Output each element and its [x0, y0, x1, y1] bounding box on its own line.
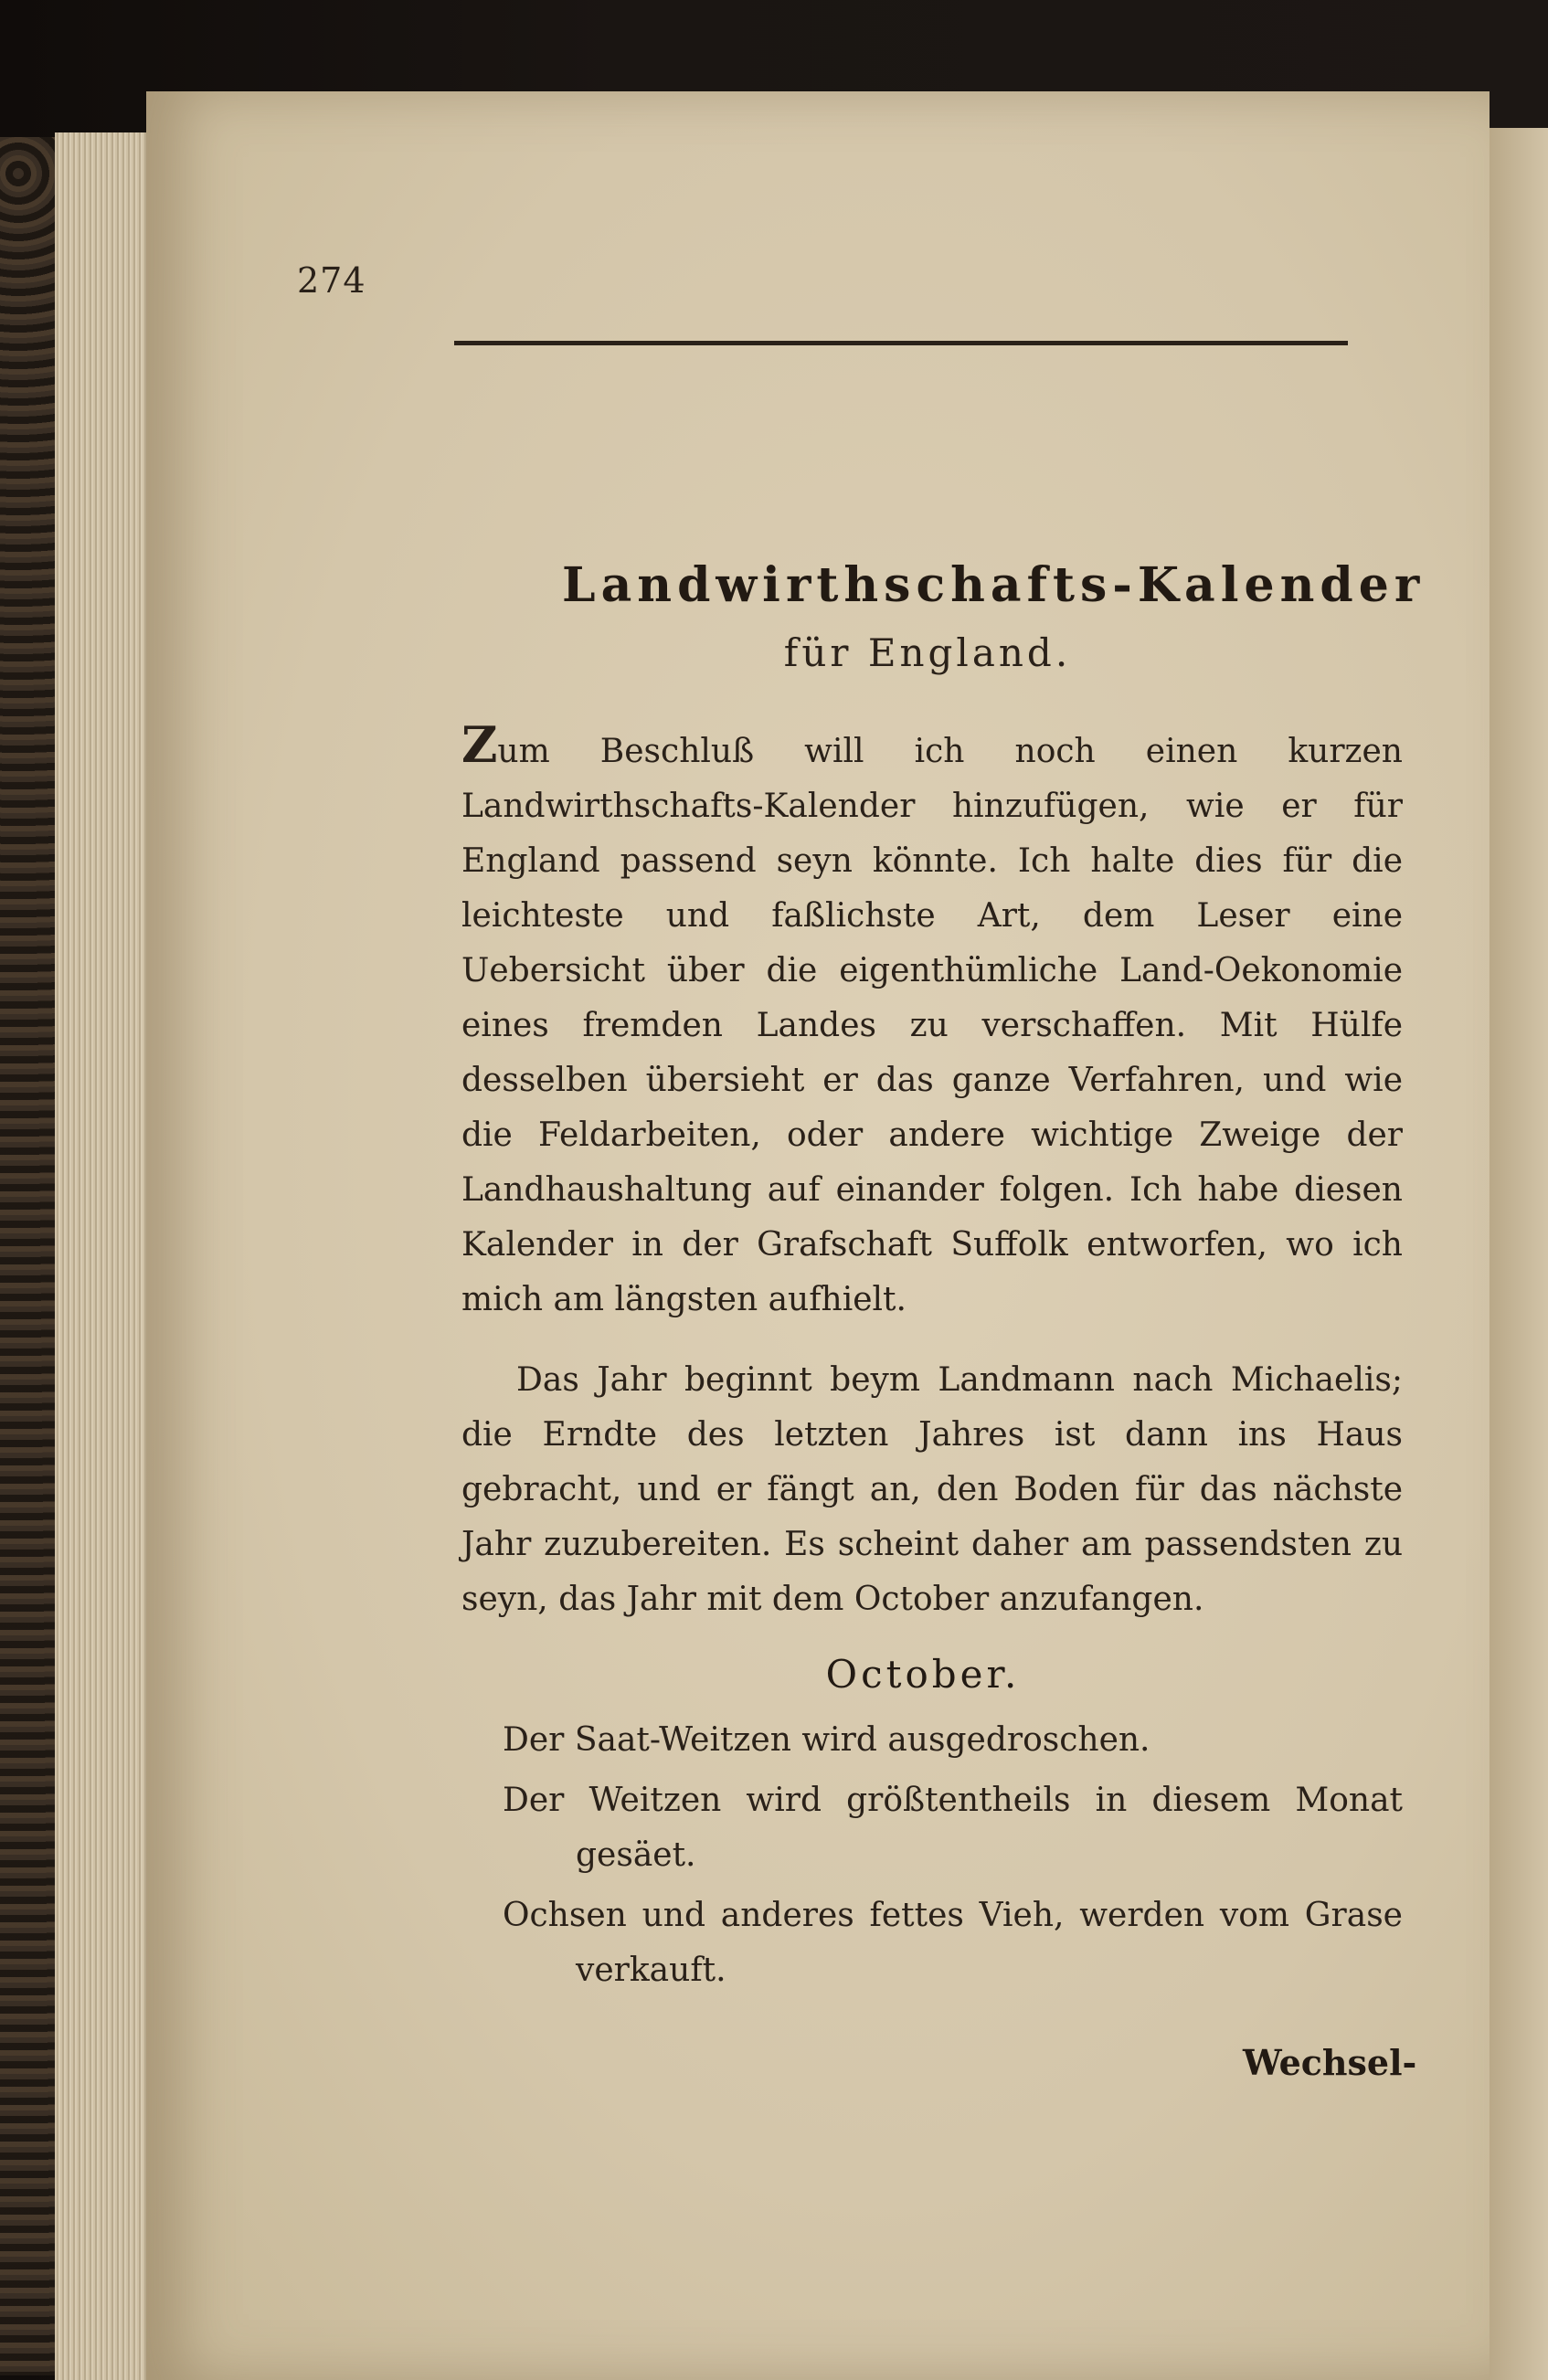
marbled-book-cover	[0, 137, 55, 2375]
intro-text: um Beschluß will ich noch einen kurzen Landwirthschafts-Kalender hinzufügen, wie er für England passend seyn könnte. Ich halte dies für die leichteste und faßlichste Art, dem Leser eine Uebersicht über die eigenthümliche Land-Oekonomie eines fremden Landes zu verschaffen. Mit Hülfe desselben übersieht er das ganze Verfahren, und wie die Feldarbeiten, oder andere wichtige Zweige der Landhaushaltung auf einander folgen. Ich habe diesen Kalender in der Grafschaft Suffolk entworfen, wo ich mich am längsten aufhielt.	[461, 733, 1403, 1318]
chapter-title: Landwirthschafts-Kalender	[562, 557, 1426, 613]
intro-paragraph	[461, 717, 1403, 1328]
body-text	[461, 717, 1403, 1627]
calendar-item: Der Weitzen wird größtentheils in diesem Monat gesäet.	[503, 1782, 1403, 1874]
chapter-subtitle: für England.	[783, 630, 1072, 675]
paragraph-2: Das Jahr beginnt beym Landmann nach Michaelis; die Erndte des letzten Jahres ist dann ins Haus gebracht, und er fängt an, den Boden für das nächste Jahr zuzubereiten. Es scheint daher am passendsten zu seyn, das Jahr mit dem October anzufangen.	[461, 1361, 1403, 1618]
facing-page-edge	[1490, 128, 1548, 2380]
page-number: 274	[297, 260, 366, 301]
catchword: Wechsel-	[1243, 2042, 1417, 2083]
section-heading-october: October.	[825, 1652, 1021, 1697]
calendar-item: Ochsen und anderes fettes Vieh, werden vom Grase verkauft.	[503, 1897, 1403, 1989]
calendar-items	[503, 1713, 1403, 2004]
calendar-item: Der Saat-Weitzen wird ausgedroschen.	[503, 1721, 1150, 1759]
initial-letter: Z	[461, 715, 498, 774]
page-edges	[55, 132, 155, 2380]
header-rule	[454, 341, 1348, 345]
